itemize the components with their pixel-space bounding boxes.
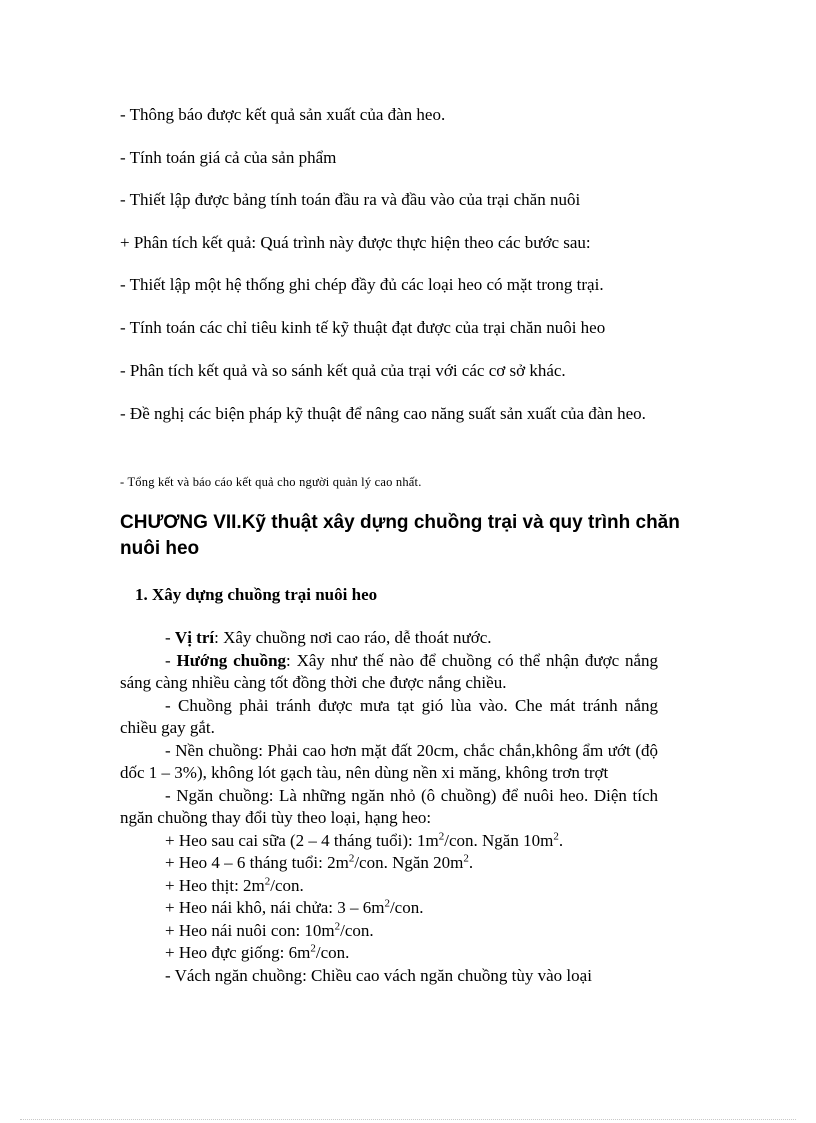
area-row (120, 875, 658, 898)
text-orientation: : Xây như thế nào để chuồng có thể nhận được nắng sáng càng nhiều càng tốt đồng thời che được nắng chiều. (120, 650, 659, 692)
paragraph-orientation (120, 650, 658, 695)
area-row-text: + Heo sau cai sữa (2 – 4 tháng tuổi): 1m (165, 830, 439, 850)
area-row-text: + Heo nái khô, nái chửa: 3 – 6m (165, 898, 385, 917)
list-item-production-report: - Thông báo được kết quả sản xuất của đàn heo. (120, 105, 446, 124)
list-item-record-system: - Thiết lập một hệ thống ghi chép đầy đủ các loại heo có mặt trong trại. (120, 275, 604, 294)
area-row-text: /con. (270, 875, 304, 895)
area-row (120, 852, 658, 875)
area-row-text: . (558, 830, 564, 850)
superscript: 2 (438, 829, 445, 842)
superscript: 2 (384, 897, 390, 910)
area-row (120, 830, 658, 853)
list-item-propose-measures: - Đề nghị các biện pháp kỹ thuật để nâng cao năng suất sản xuất của đàn heo. (120, 404, 646, 423)
list-item-result-analysis: + Phân tích kết quả: Quá trình này được thực hiện theo các bước sau: (120, 233, 591, 252)
paragraph-partition: - Vách ngăn chuồng: Chiều cao vách ngăn chuồng tùy vào loại (165, 965, 592, 985)
superscript: 2 (463, 852, 469, 865)
area-row (120, 897, 658, 920)
area-row-text: + Heo nái nuôi con: 10m (165, 920, 335, 940)
area-row-text: + Heo 4 – 6 tháng tuổi: 2m (165, 853, 349, 872)
section-title: 1. Xây dựng chuồng trại nuôi heo (135, 585, 378, 604)
area-row (120, 942, 658, 965)
paragraph-pen: - Ngăn chuồng: Là những ngăn nhỏ (ô chuồng) để nuôi heo. Diện tích ngăn chuồng thay đổi tùy theo loại, hạng heo: (120, 785, 658, 827)
label-orientation: Hướng chuồng (176, 650, 287, 670)
area-row-text: /con. Ngăn 10m (444, 830, 554, 850)
area-row-text: /con. (389, 898, 424, 917)
chapter-title: CHƯƠNG VII.Kỹ thuật xây dựng chuồng trại và quy trình chăn nuôi heo (120, 512, 680, 559)
list-item-price-calc: - Tính toán giá cả của sản phẩm (120, 148, 337, 167)
superscript: 2 (310, 942, 316, 955)
text-location: : Xây chuồng nơi cao ráo, dễ thoát nước. (214, 628, 492, 647)
area-row-text: + Heo đực giống: 6m (165, 943, 311, 962)
superscript: 2 (264, 874, 271, 887)
area-row (120, 920, 658, 943)
list-item-indicators: - Tính toán các chỉ tiêu kinh tế kỹ thuật đạt được của trại chăn nuôi heo (120, 318, 606, 337)
body-text (120, 627, 658, 987)
list-item-summary-report: - Tổng kết và báo cáo kết quả cho người quản lý cao nhất. (120, 475, 422, 489)
superscript: 2 (334, 919, 341, 932)
page-bottom-rule (20, 1119, 796, 1120)
paragraph-floor: - Nền chuồng: Phải cao hơn mặt đất 20cm, chắc chắn,không ẩm ướt (độ dốc 1 – 3%), không lót gạch tàu, nên dùng nền xi măng, không trơn trợt (120, 740, 658, 782)
label-location: Vị trí (174, 628, 215, 647)
superscript: 2 (348, 852, 355, 865)
list-item-compare: - Phân tích kết quả và so sánh kết quả của trại với các cơ sở khác. (120, 361, 566, 380)
area-row-text: /con. Ngăn 20m (354, 853, 464, 872)
area-row-text: + Heo thịt: 2m (165, 875, 265, 895)
superscript: 2 (553, 829, 559, 842)
dash: - (165, 650, 177, 670)
area-row-text: /con. (340, 920, 374, 940)
paragraph-location (120, 627, 658, 650)
list-item-io-table: - Thiết lập được bảng tính toán đầu ra và đầu vào của trại chăn nuôi (120, 190, 581, 209)
area-row-text: . (468, 853, 474, 872)
paragraph-rain-protection: - Chuồng phải tránh được mưa tạt gió lùa vào. Che mát tránh nắng chiều gay gắt. (120, 695, 658, 737)
area-row-text: /con. (315, 943, 350, 962)
dash: - (165, 628, 175, 647)
